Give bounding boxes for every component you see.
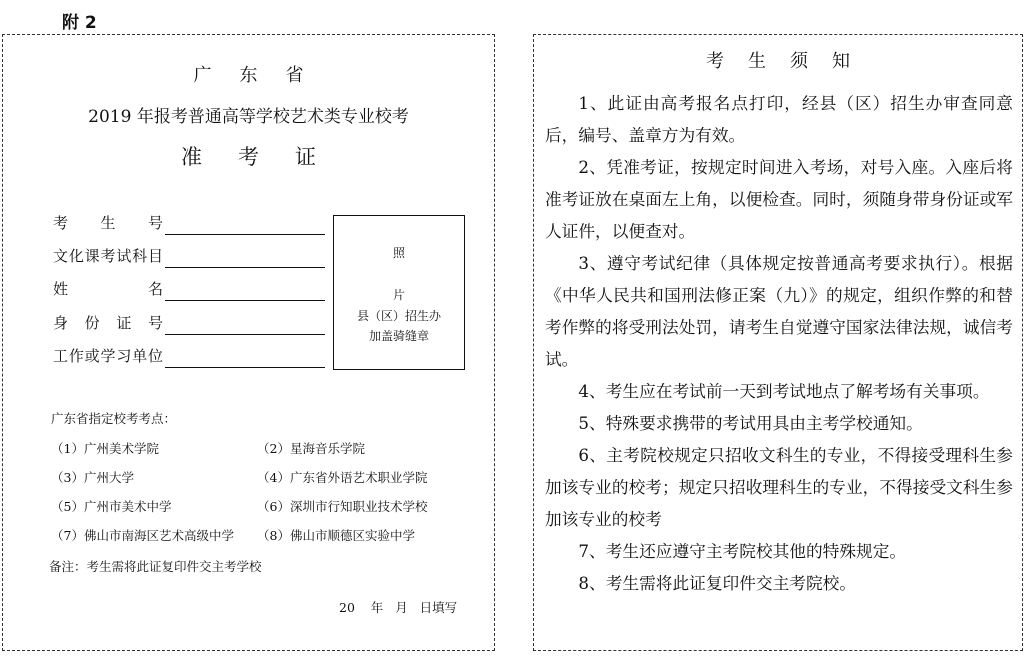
fill-line	[165, 267, 325, 268]
notice-item: 8、考生需将此证复印件交主考院校。	[578, 573, 857, 593]
exam-site: （5）广州市美术中学	[51, 499, 172, 514]
label-char: 作	[68, 347, 84, 365]
exam-site: （2）星海音乐学院	[257, 441, 365, 456]
exam-site: （6）深圳市行知职业技术学校	[257, 499, 428, 514]
card-province: 广东省	[193, 65, 332, 86]
notice-title: 考生须知	[706, 51, 874, 72]
field-label	[53, 278, 163, 299]
label-char: 学	[100, 347, 116, 365]
exam-site: （3）广州大学	[51, 470, 134, 485]
label-char: 考	[100, 247, 116, 265]
label-char: 生	[100, 214, 116, 232]
stamp-line-1: 县（区）招生办	[356, 309, 441, 323]
date-fill: 20 年 月 日填写	[339, 600, 458, 615]
label-char: 试	[116, 247, 132, 265]
fill-line	[165, 367, 325, 368]
label-char: 名	[147, 280, 163, 298]
exam-site: （4）广东省外语艺术职业学院	[257, 470, 428, 485]
photo-char-1: 照	[392, 246, 405, 260]
field-name	[53, 279, 325, 301]
label-char: 化	[68, 247, 84, 265]
annex-label: 附 2	[62, 13, 97, 33]
field-label	[53, 245, 163, 266]
field-workplace	[53, 346, 325, 368]
label-char: 号	[147, 214, 163, 232]
field-label	[53, 212, 163, 233]
label-char: 位	[147, 347, 163, 365]
field-exam-number	[53, 213, 325, 235]
photo-box	[333, 215, 465, 370]
field-subject	[53, 246, 325, 268]
notice-item: 2、凭准考证，按规定时间进入考场，对号入座。入座后将准考证放在桌面左上角，以便检查。同时，须随身带身份证或军人证件，以便查对。	[545, 157, 1013, 241]
label-char: 证	[116, 314, 132, 332]
photo-char-2: 片	[392, 288, 405, 302]
label-char: 科	[132, 247, 148, 265]
notice-item: 7、考生还应遵守主考院校其他的特殊规定。	[578, 541, 907, 561]
card-note: 备注：考生需将此证复印件交主考学校	[49, 559, 262, 574]
photo-stamp-note	[334, 306, 464, 346]
fill-line	[165, 334, 325, 335]
field-label	[53, 312, 163, 333]
label-char: 目	[147, 247, 163, 265]
label-char: 姓	[53, 280, 69, 298]
notice-body	[545, 87, 1013, 599]
label-char: 考	[53, 214, 69, 232]
notice-item: 3、遵守考试纪律（具体规定按普通高考要求执行）。根据《中华人民共和国刑法修正案（九）》的规定，组织作弊的和替考作弊的将受刑法处罚，请考生自觉遵守国家法律法规，诚信考试。	[545, 253, 1013, 369]
fill-line	[165, 234, 325, 235]
label-char: 份	[84, 314, 100, 332]
exam-site: （7）佛山市南海区艺术高级中学	[51, 528, 234, 543]
label-char: 或	[84, 347, 100, 365]
field-label	[53, 345, 163, 366]
label-char: 工	[53, 347, 69, 365]
label-char: 身	[53, 314, 69, 332]
notice-item: 6、主考院校规定只招收文科生的专业，不得接受理科生参加该专业的校考；规定只招收理科生的专业，不得接受文科生参加该专业的校考	[545, 445, 1013, 529]
notice-item: 5、特殊要求携带的考试用具由主考学校通知。	[578, 413, 923, 433]
notice-item: 4、考生应在考试前一天到考试地点了解考场有关事项。	[578, 381, 990, 401]
label-char: 课	[84, 247, 100, 265]
label-char: 单	[132, 347, 148, 365]
label-char: 号	[147, 314, 163, 332]
stamp-line-2: 加盖骑缝章	[368, 329, 429, 343]
notice-item: 1、此证由高考报名点打印，经县（区）招生办审查同意后，编号、盖章方为有效。	[545, 93, 1013, 145]
label-char: 习	[116, 347, 132, 365]
field-id-number	[53, 313, 325, 335]
exam-site: （1）广州美术学院	[51, 441, 159, 456]
notice-panel	[533, 34, 1023, 651]
admission-card-panel	[2, 34, 495, 651]
exam-sites-title: 广东省指定校考考点：	[51, 411, 177, 426]
card-subtitle: 2019 年报考普通高等学校艺术类专业校考	[88, 107, 409, 127]
card-title: 准考证	[181, 145, 352, 169]
exam-site: （8）佛山市顺德区实验中学	[257, 528, 415, 543]
label-char: 文	[53, 247, 69, 265]
fill-line	[165, 300, 325, 301]
